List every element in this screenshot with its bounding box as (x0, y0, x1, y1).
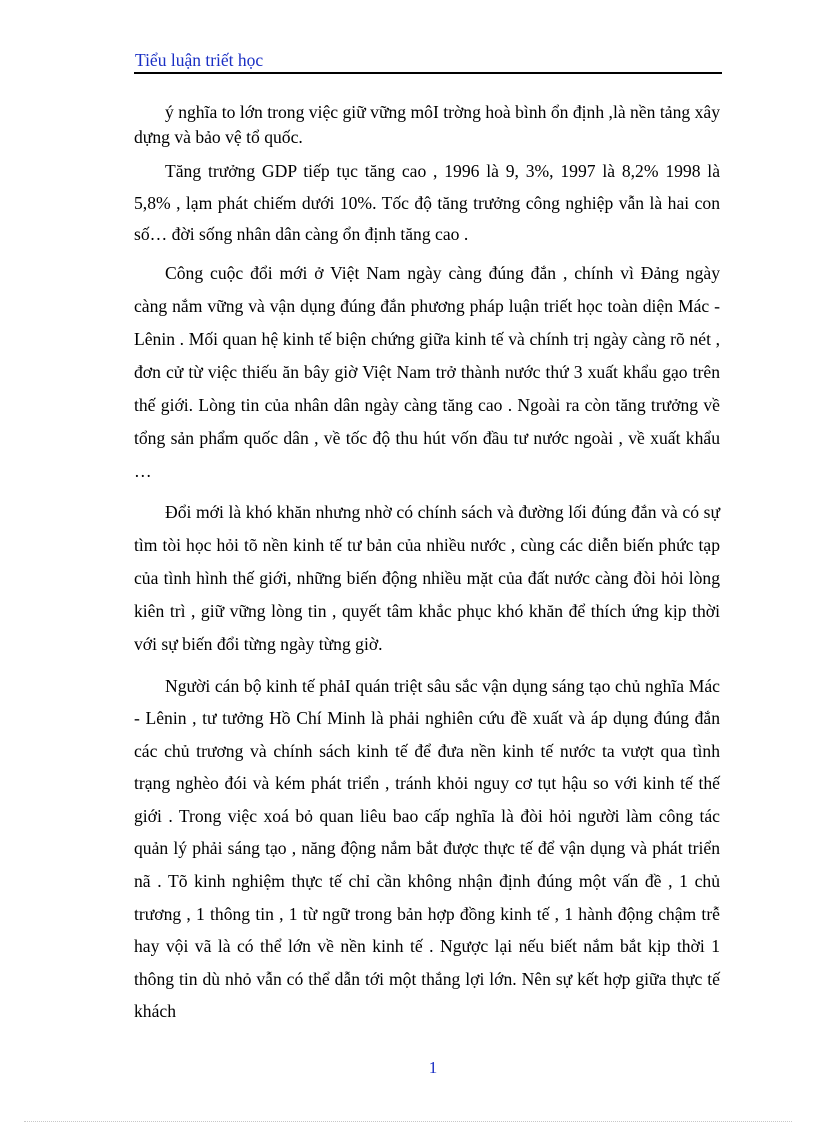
header-title: Tiểu luận triết học (135, 50, 264, 70)
paragraph: Người cán bộ kinh tế phảI quán triệt sâu sắc vận dụng sáng tạo chủ nghĩa Mác - Lênin , tư tưởng Hồ Chí Minh là phải nghiên cứu đề xuất và áp dụng đúng đắn các chủ trương và chính sách kinh tế để đưa nền kinh tế nước ta vượt qua tình trạng nghèo đói và kém phát triển , tránh khỏi nguy cơ tụt hậu so với kinh tế thế giới . Trong việc xoá bỏ quan liêu bao cấp nghĩa là đòi hỏi người làm công tác quản lý phải sáng tạo , năng động nắm bắt được thực tế để vận dụng và phát triển nã . Tõ kinh nghiệm thực tế chỉ cần không nhận định đúng một vấn đề , 1 chủ trương , 1 thông tin , 1 từ ngữ trong bản hợp đồng kinh tế , 1 hành động chậm trễ hay vội vã là có thể lớn về nền kinh tế . Ngược lại nếu biết nắm bắt kịp thời 1 thông tin dù nhỏ vẫn có thể dẫn tới một thắng lợi lớn. Nên sự kết hợp giữa thực tế khách (134, 675, 720, 1022)
page-divider (24, 1121, 792, 1122)
paragraph: ý nghĩa to lớn trong việc giữ vững môI trờng hoà bình ổn định ,là nền tảng xây dựng và bảo vệ tổ quốc. (134, 102, 720, 147)
paragraph: Công cuộc đổi mới ở Việt Nam ngày càng đúng đắn , chính vì Đảng ngày càng nắm vững và vận dụng đúng đắn phương pháp luận triết học toàn diện Mác - Lênin . Mối quan hệ kinh tế biện chứng giữa kinh tế và chính trị ngày càng rõ nét , đơn cử từ việc thiếu ăn bây giờ Việt Nam trở thành nước thứ 3 xuất khẩu gạo trên thế giới. Lòng tin của nhân dân ngày càng tăng cao . Ngoài ra còn tăng trưởng về tổng sản phẩm quốc dân , về tốc độ thu hút vốn đầu tư nước ngoài , về xuất khẩu … (134, 262, 720, 481)
page-number: 1 (428, 1058, 438, 1077)
paragraph: Tăng trưởng GDP tiếp tục tăng cao , 1996 là 9, 3%, 1997 là 8,2% 1998 là 5,8% , lạm phát chiếm dưới 10%. Tốc độ tăng trưởng công nghiệp vẫn là hai con số… đời sống nhân dân càng ổn định tăng cao . (134, 161, 720, 244)
document-body (134, 100, 720, 1028)
page-header (134, 48, 722, 74)
paragraph: Đổi mới là khó khăn nhưng nhờ có chính sách và đường lối đúng đắn và có sự tìm tòi học hỏi tõ nền kinh tế tư bản của nhiều nước , cùng các diễn biến phức tạp của tình hình thế giới, những biến động nhiều mặt của đất nước càng đòi hỏi lòng kiên trì , giữ vững lòng tin , quyết tâm khắc phục khó khăn để thích ứng kịp thời với sự biến đổi từng ngày từng giờ. (134, 501, 720, 654)
